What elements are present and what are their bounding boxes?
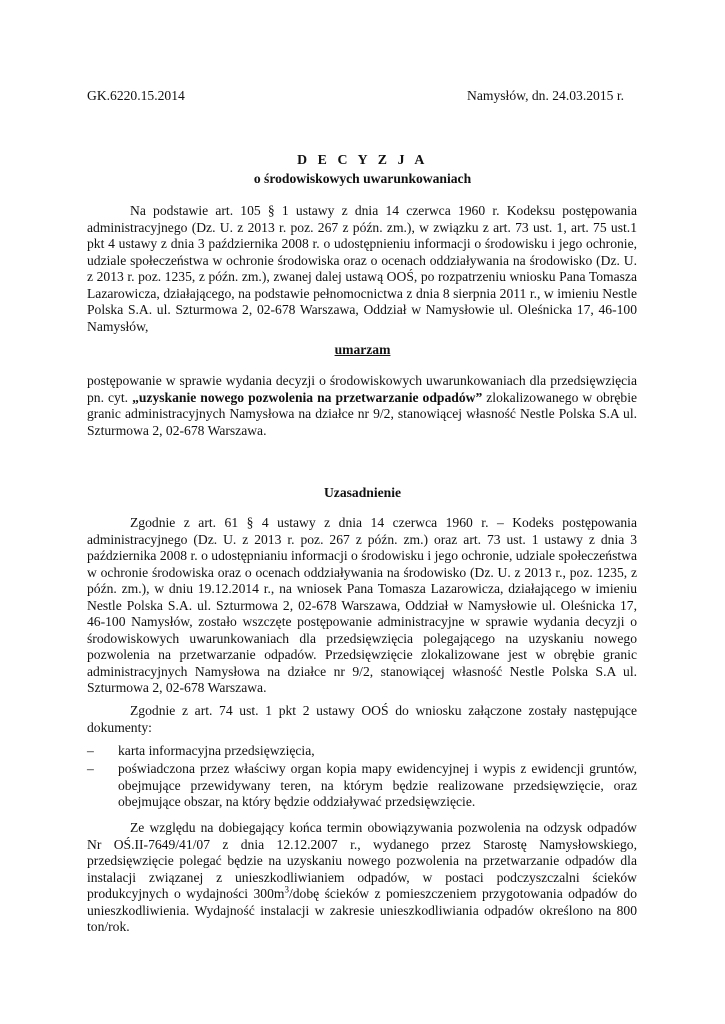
justification-heading: Uzasadnienie xyxy=(323,485,402,500)
document-subtitle: o środowiskowych uwarunkowaniach xyxy=(253,171,472,186)
case-reference: GK.6220.15.2014 xyxy=(87,88,185,103)
justification-paragraph-1: Zgodnie z art. 61 § 4 ustawy z dnia 14 czerwca 1960 r. – Kodeks postępowania administracyjnego (Dz. U. z 2013 r. poz. 267 z późn. zm.) oraz art. 73 ust. 1 ustawy z dnia 3 października 2008 r. o udostępnianiu informacji o środowisku i jego ochronie, udziale społeczeństwa w ochronie środowiska oraz o ocenach oddziaływania na środowisko (Dz. U. z 2013 r., poz. 1235, z późn. zm.), w dniu 19.12.2014 r., na wniosek Pana Tomasza Lazarowicza, działającego w imieniu Nestle Polska S.A. ul. Szturmowa 2, 02-678 Warszawa, Oddział w Namysłowie ul. Oleśnicka 17, 46-100 Namysłów, zostało wszczęte postępowanie administracyjne w sprawie wydania decyzji o środowiskowych uwarunkowaniach dla przedsięwzięcia polegającego na uzyskaniu nowego pozwolenia na przetwarzanie odpadów. Przedsięwzięcie zlokalizowane jest w obrębie granic administracyjnych Namysłowa na działce nr 9/2, stanowiącej własność Nestle Polska S.A ul. Szturmowa 2, 02-678 Warszawa. xyxy=(87,515,637,695)
list-dash: – xyxy=(87,761,94,776)
justification-paragraph-3 xyxy=(87,820,637,936)
p3-text-after: /dobę ścieków z pomieszczeniem przygotowania odpadów do unieszkodliwienia. Wydajność instalacji w zakresie unieszkodliwiania odpadów określono na 800 ton/rok. xyxy=(87,886,637,934)
list-item xyxy=(87,743,637,760)
project-name: „uzyskanie nowego pozwolenia na przetwarzanie odpadów” xyxy=(132,389,483,405)
document-title: D E C Y Z J A xyxy=(297,152,428,167)
list-item xyxy=(87,761,637,811)
list-dash: – xyxy=(87,743,94,758)
decision-text-after: zlokalizowanego w obrębie granic administracyjnych Namysłowa na działce nr 9/2, stanowiącej własność Nestle Polska S.A ul. Szturmowa 2, 02-678 Warszawa. xyxy=(87,389,638,438)
decision-word: umarzam xyxy=(334,342,391,357)
decision-text-before: postępowanie w sprawie wydania decyzji o środowiskowych uwarunkowaniach dla przedsięwzięcia pn. cyt. xyxy=(87,373,637,405)
cubic-superscript: 3 xyxy=(284,884,289,895)
place-and-date: Namysłów, dn. 24.03.2015 r. xyxy=(467,88,624,103)
list-item-text: poświadczona przez właściwy organ kopia mapy ewidencyjnej i wypis z ewidencji gruntów, obejmujące przewidywany teren, na którym będzie realizowane przedsięwzięcie, oraz obejmujące obszar, na który będzie oddziaływać przedsięwzięcie. xyxy=(118,761,637,809)
justification-paragraph-2: Zgodnie z art. 74 ust. 1 pkt 2 ustawy OOŚ do wniosku załączone zostały następujące dokumenty: xyxy=(87,703,637,735)
p3-text-before: Ze względu na dobiegający końca termin obowiązywania pozwolenia na odzysk odpadów Nr OŚ.II-7649/41/07 z dnia 12.12.2007 r., wydanego przez Starostę Namysłowskiego, przedsięwzięcie polegać będzie na uzyskaniu nowego pozwolenia na przetwarzanie odpadów dla instalacji związanej z unieszkodliwianiem odpadów, w postaci podczyszczalni ścieków produkcyjnych o wydajności 300m xyxy=(87,820,637,901)
intro-paragraph: Na podstawie art. 105 § 1 ustawy z dnia 14 czerwca 1960 r. Kodeksu postępowania administracyjnego (Dz. U. z 2013 r. poz. 267 z późn. zm.), w związku z art. 73 ust. 1, art. 75 ust.1 pkt 4 ustawy z dnia 3 października 2008 r. o udostępnieniu informacji o środowisku i jego ochronie, udziale społeczeństwa w ochronie środowiska oraz o ocenach oddziaływania na środowisko (Dz. U. z 2013 r. poz. 1235, z późn. zm.), zwanej dalej ustawą OOŚ, po rozpatrzeniu wniosku Pana Tomasza Lazarowicza, działającego, na podstawie pełnomocnictwa z dnia 8 sierpnia 2011 r., w imieniu Nestle Polska S.A. ul. Szturmowa 2, 02-678 Warszawa, Oddział w Namysłowie ul. Oleśnicka 17, 46-100 Namysłów, xyxy=(87,203,637,334)
decision-paragraph xyxy=(87,373,637,439)
list-item-text: karta informacyjna przedsięwzięcia, xyxy=(118,743,315,758)
